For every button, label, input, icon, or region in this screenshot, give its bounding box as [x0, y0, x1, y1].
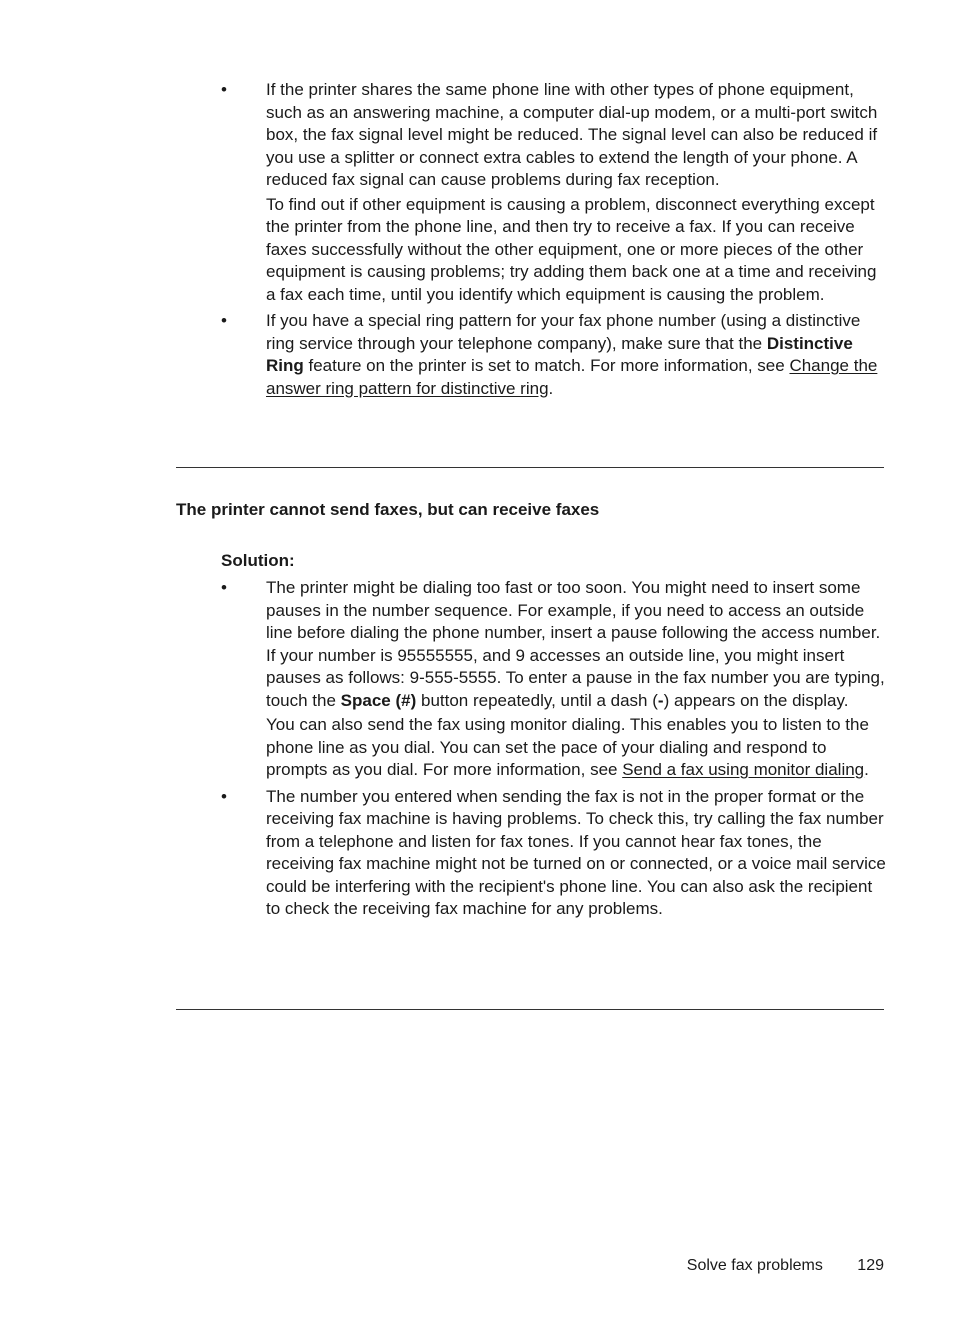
bullet-list-send-issues [221, 577, 886, 921]
bullet-icon: • [221, 80, 227, 99]
text-segment: You can also send the fax using monitor dialing. This enables you to listen to the phone line as you dial. You can set the pace of your dialing and respond to prompts as you dial. For more information, see [266, 715, 869, 779]
link-send-fax-monitor-dialing[interactable]: Send a fax using monitor dialing [622, 760, 865, 779]
bullet-list-receive-issues [221, 79, 886, 400]
paragraph-monitor-dialing [266, 714, 886, 782]
text-segment: button repeatedly, until a dash ( [416, 690, 658, 710]
list-item-dialing-too-fast [221, 577, 886, 782]
solution-label: Solution: [221, 551, 295, 570]
list-item-distinctive-ring [221, 310, 886, 400]
paragraph-shared-line: If the printer shares the same phone line with other types of phone equipment, such as an answering machine, a computer dial-up modem, or a multi-port switch box, the fax signal level might be reduced. The signal level can also be reduced if you use a splitter or connect extra cables to extend the length of your phone. A reduced fax signal can cause problems during fax reception. [266, 80, 878, 189]
bold-distinctive-ring: Distinctive Ring [266, 333, 853, 375]
bullet-icon: • [221, 578, 227, 597]
text-segment: feature on the printer is set to match. For more information, see [303, 356, 790, 375]
paragraph-wrong-format: The number you entered when sending the fax is not in the proper format or the receiving fax machine is having problems. To check this, try calling the fax number from a telephone and listen for fax tones. If you cannot hear fax tones, the receiving fax machine might not be turned on or connected, or a voice mail service could be interfering with the recipient's phone line. You can also ask the recipient to check the receiving fax machine for any problems. [266, 786, 886, 918]
bold-dash: - [657, 690, 664, 710]
bold-space-button: Space (#) [340, 690, 417, 710]
page-footer [687, 1255, 884, 1278]
bullet-icon: • [221, 311, 227, 330]
section-divider-bottom [176, 1009, 884, 1010]
text-segment: ) appears on the display. [663, 690, 849, 710]
paragraph-dialing-pauses [266, 577, 886, 712]
text-segment: The printer might be dialing too fast or too soon. You might need to insert some pauses in the number sequence. For example, if you need to access an outside line before dialing the phone number, insert a pause following the access number. If your number is 95555555, and 9 accesses an outside line, you might insert pauses as follows: 9-555-5555. To enter a pause in the fax number you are typing, touch the [266, 578, 885, 710]
text-segment: . [864, 760, 869, 779]
footer-section-name: Solve fax problems [686, 1257, 823, 1274]
paragraph-find-out-equipment: To find out if other equipment is causing a problem, disconnect everything except the printer from the phone line, and then try to receive a fax. If you can receive faxes successfully without the other equipment, one or more pieces of the other equipment is causing problems; try adding them back one at a time and receiving a fax each time, until you identify which equipment is causing the problem. [266, 194, 877, 304]
text-segment: If you have a special ring pattern for your fax phone number (using a distinctive ring service through your telephone company), make sure that the [266, 311, 861, 353]
section-divider-top [176, 467, 884, 468]
link-change-answer-ring-pattern[interactable]: Change the answer ring pattern for distinctive ring [266, 356, 878, 398]
list-item-wrong-format [221, 786, 886, 921]
text-segment: . [548, 378, 554, 398]
paragraph-distinctive-ring [266, 310, 886, 400]
bullet-icon: • [221, 786, 227, 806]
list-item-shared-phone-line [221, 79, 886, 306]
section-heading: The printer cannot send faxes, but can receive faxes [176, 500, 600, 519]
page-number: 129 [857, 1257, 884, 1274]
